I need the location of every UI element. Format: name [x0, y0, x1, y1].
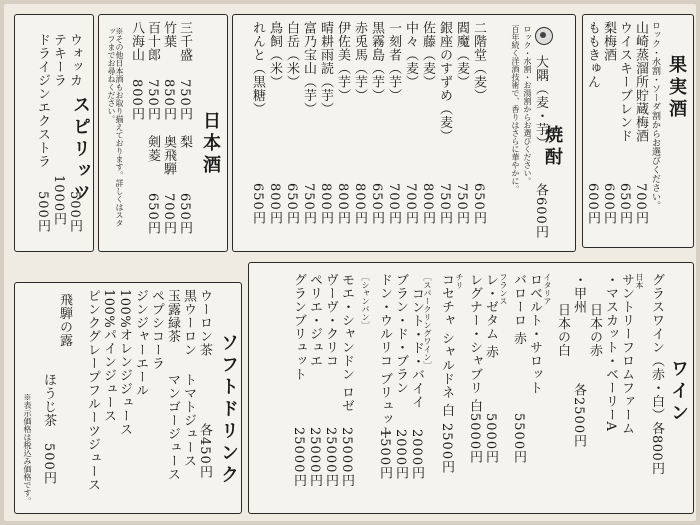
sake-second-price-3: 650円	[145, 193, 160, 235]
soft-item-2: 黒ウーロン	[181, 289, 196, 357]
shochu-item-4: 佐藤（麦）	[420, 21, 435, 89]
wine-chile-price: 2500円	[439, 423, 454, 475]
soft-item-8: ピンクグレープフルーツジュース	[85, 289, 100, 492]
shochu-item-11: 富乃宝山（芋）	[301, 21, 316, 116]
wine-champagne-price-1: 25000円	[339, 427, 354, 488]
wine-japan-5: 日本の白	[555, 303, 570, 357]
shochu-price-10: 800円	[318, 183, 333, 225]
shochu-note-1: ロック・水割・お湯割からお選びください。	[523, 25, 532, 185]
wine-france-label: フランス	[499, 273, 508, 305]
shochu-price-6: 700円	[386, 183, 401, 225]
wine-japan-label: 日本	[635, 273, 644, 289]
sake-item-4: 八海山	[129, 21, 144, 62]
fruit-liquor-panel	[582, 14, 694, 248]
shochu-price-13: 800円	[267, 183, 282, 225]
soft-item-5: ジンジャーエール	[133, 289, 148, 397]
wine-chile-1: コセチャ シャルドネ 白	[439, 273, 454, 418]
wine-japan-3: 日本の赤	[587, 303, 602, 357]
soft-extra-2: マンゴージュース	[165, 373, 180, 481]
wine-france-price-2: 5000円	[467, 413, 482, 465]
sake-item-1: 三千盛	[177, 21, 192, 62]
hida-price: 500円	[41, 443, 56, 485]
sake-note: ※その他日本酒もお取り揃えております。詳しくはスタッフまでお尋ねください。	[107, 27, 124, 227]
sake-price-4: 800円	[129, 79, 144, 121]
fruit-price-3: 600円	[601, 183, 616, 225]
shochu-price-9: 800円	[335, 183, 350, 225]
shochu-item-3: 銀座のすずめ（麦）	[437, 21, 452, 143]
sake-second-3: 剣菱	[145, 135, 160, 162]
sake-price-2: 850円	[161, 79, 176, 121]
wine-japan-2: ・マスカット・ベーリーA	[603, 273, 618, 432]
sake-second-2: 奥飛騨	[161, 135, 176, 176]
soft-item-4: ペプシコーラ	[149, 289, 164, 370]
spirits-item-1: ウォッカ	[67, 33, 82, 87]
wine-title: ワイン	[668, 359, 689, 425]
hida-sub: ほうじ茶	[41, 373, 56, 427]
shochu-title: 焼酎	[542, 125, 563, 169]
spirits-item-3: ドライジンエクストラ	[35, 33, 50, 168]
wine-sparkling-1: ドン・ウルリコ ブリュット	[377, 273, 392, 440]
soft-item-3: 玉露緑茶	[165, 289, 180, 343]
wine-japan-1: サントリーフロムファーム	[619, 273, 634, 435]
spirits-title: スピリッツ	[70, 95, 91, 205]
tax-note: ※表示価格は税込み価格です。	[23, 393, 32, 505]
wine-champagne-price-4: 25000円	[291, 427, 306, 488]
wine-champagne-4: グランブリュット	[291, 273, 306, 381]
wine-italy-1: ロベルト・サロット	[527, 273, 542, 395]
shochu-price-7: 650円	[369, 183, 384, 225]
shochu-item-8: 赤兎馬（芋）	[352, 21, 367, 102]
wine-chile-label: チリ	[455, 273, 464, 289]
sake-price-3: 750円	[145, 79, 160, 121]
shochu-price-2: 750円	[454, 183, 469, 225]
wine-sparkling-price-2: 2000円	[393, 429, 408, 481]
shochu-taiyu-price: 各600円	[533, 183, 548, 239]
wine-sparkling-3: コント・ド・バイイ	[409, 287, 424, 409]
fruit-item-1: 山崎蒸溜所貯蔵梅酒	[633, 21, 648, 143]
sake-panel	[98, 14, 228, 252]
shochu-item-9: 伊佐美（芋）	[335, 21, 350, 102]
shochu-item-13: 鳥飼（米）	[267, 21, 282, 89]
sake-price-1: 750円	[177, 79, 192, 121]
wine-japan-4: ・甲州	[571, 273, 586, 314]
fruit-item-3: 梨梅酒	[601, 21, 616, 62]
wine-france-1: レ・ゼタム 赤	[483, 273, 498, 359]
spirits-price-2: 1000円	[51, 175, 66, 227]
soft-item-6: 100%オレンジジュース	[117, 289, 132, 437]
shochu-item-2: 閻魔（麦）	[454, 21, 469, 89]
wine-italy-label: イタリア	[543, 273, 552, 305]
shochu-item-12: 白岳（米）	[284, 21, 299, 89]
wine-champagne-2: ヴーヴ・クリコ	[323, 273, 338, 368]
shochu-taiyu: 大隅（麦・芋）	[533, 55, 548, 150]
shochu-item-14: れんと（黒糖）	[250, 21, 265, 116]
shochu-price-11: 750円	[301, 183, 316, 225]
wine-champagne-label: ［シャンパン］	[361, 273, 370, 329]
sake-second-1: 梨	[177, 135, 192, 149]
shochu-item-5: 中々（麦）	[403, 21, 418, 89]
fruit-price-1: 700円	[633, 183, 648, 225]
fruit-price-2: 650円	[617, 183, 632, 225]
glass-wine: グラスワイン（赤・白）各800円	[649, 273, 664, 475]
spirits-panel	[14, 14, 94, 252]
fruit-note: ロック・水割・ソーダ割からお選びください。	[650, 21, 660, 210]
wine-panel	[248, 262, 694, 514]
soft-title: ソフトドリンク	[218, 333, 239, 487]
wine-sparkling-price-1: 1500円	[377, 429, 392, 481]
sake-second-price-2: 700円	[161, 193, 176, 235]
wine-sparkling-2: ブラン・ド・ブラン	[393, 273, 408, 395]
wine-champagne-1: モエ・シャンドン ロゼ	[339, 273, 354, 413]
spirits-price-1: 500円	[67, 191, 82, 233]
wine-champagne-price-3: 25000円	[307, 427, 322, 488]
shochu-panel	[232, 14, 576, 252]
soft-item-7: 100%パインジュース	[101, 289, 116, 423]
spirits-price-3: 500円	[35, 191, 50, 233]
soft-drink-panel	[14, 282, 242, 514]
wine-france-price-1: 5000円	[483, 413, 498, 465]
soft-price: 各450円	[197, 423, 212, 479]
sake-title: 日本酒	[200, 111, 221, 177]
brand-logo	[535, 27, 553, 45]
fruit-item-4: ももきゅん	[585, 21, 600, 89]
shochu-price-3: 750円	[437, 183, 452, 225]
shochu-item-10: 晴耕雨読（芋）	[318, 21, 333, 116]
sake-item-2: 竹葉	[161, 21, 176, 48]
fruit-item-2: ウイスキーブレンド	[617, 21, 632, 143]
fruit-title: 果実酒	[666, 55, 687, 121]
hida-name: 飛騨の露	[57, 293, 72, 347]
shochu-item-6: 一刻者（芋）	[386, 21, 401, 102]
wine-sparkling-price-3: 2000円	[409, 429, 424, 481]
shochu-price-4: 800円	[420, 183, 435, 225]
menu-board	[4, 4, 696, 521]
shochu-price-5: 700円	[403, 183, 418, 225]
shochu-price-8: 800円	[352, 183, 367, 225]
shochu-item-7: 黒霧島（芋）	[369, 21, 384, 102]
wine-champagne-price-2: 25000円	[323, 427, 338, 488]
wine-champagne-3: ペリエ・ジュエ	[307, 273, 322, 368]
shochu-item-1: 二階堂（麦）	[471, 21, 486, 102]
sake-second-price-1: 650円	[177, 193, 192, 235]
soft-extra-1: トマトジュース	[181, 373, 196, 468]
wine-sparkling-label: ［スパークリングワイン］	[423, 273, 432, 369]
sake-item-3: 百十郎	[145, 21, 160, 62]
soft-item-1: ウーロン茶	[197, 289, 212, 357]
shochu-price-12: 650円	[284, 183, 299, 225]
wine-italy-2: バローロ 赤	[511, 273, 526, 346]
fruit-price-4: 600円	[585, 183, 600, 225]
shochu-price-1: 650円	[471, 183, 486, 225]
shochu-note-2: 百年続く洋酒技術で、香りはさらに華やかに。	[511, 25, 520, 193]
wine-japan-price: 各2500円	[571, 383, 586, 449]
shochu-price-14: 650円	[250, 183, 265, 225]
wine-italy-price: 5500円	[511, 413, 526, 465]
spirits-item-2: テキーラ	[51, 33, 66, 87]
wine-france-2: レグナー・シャブリ 白	[467, 273, 482, 413]
